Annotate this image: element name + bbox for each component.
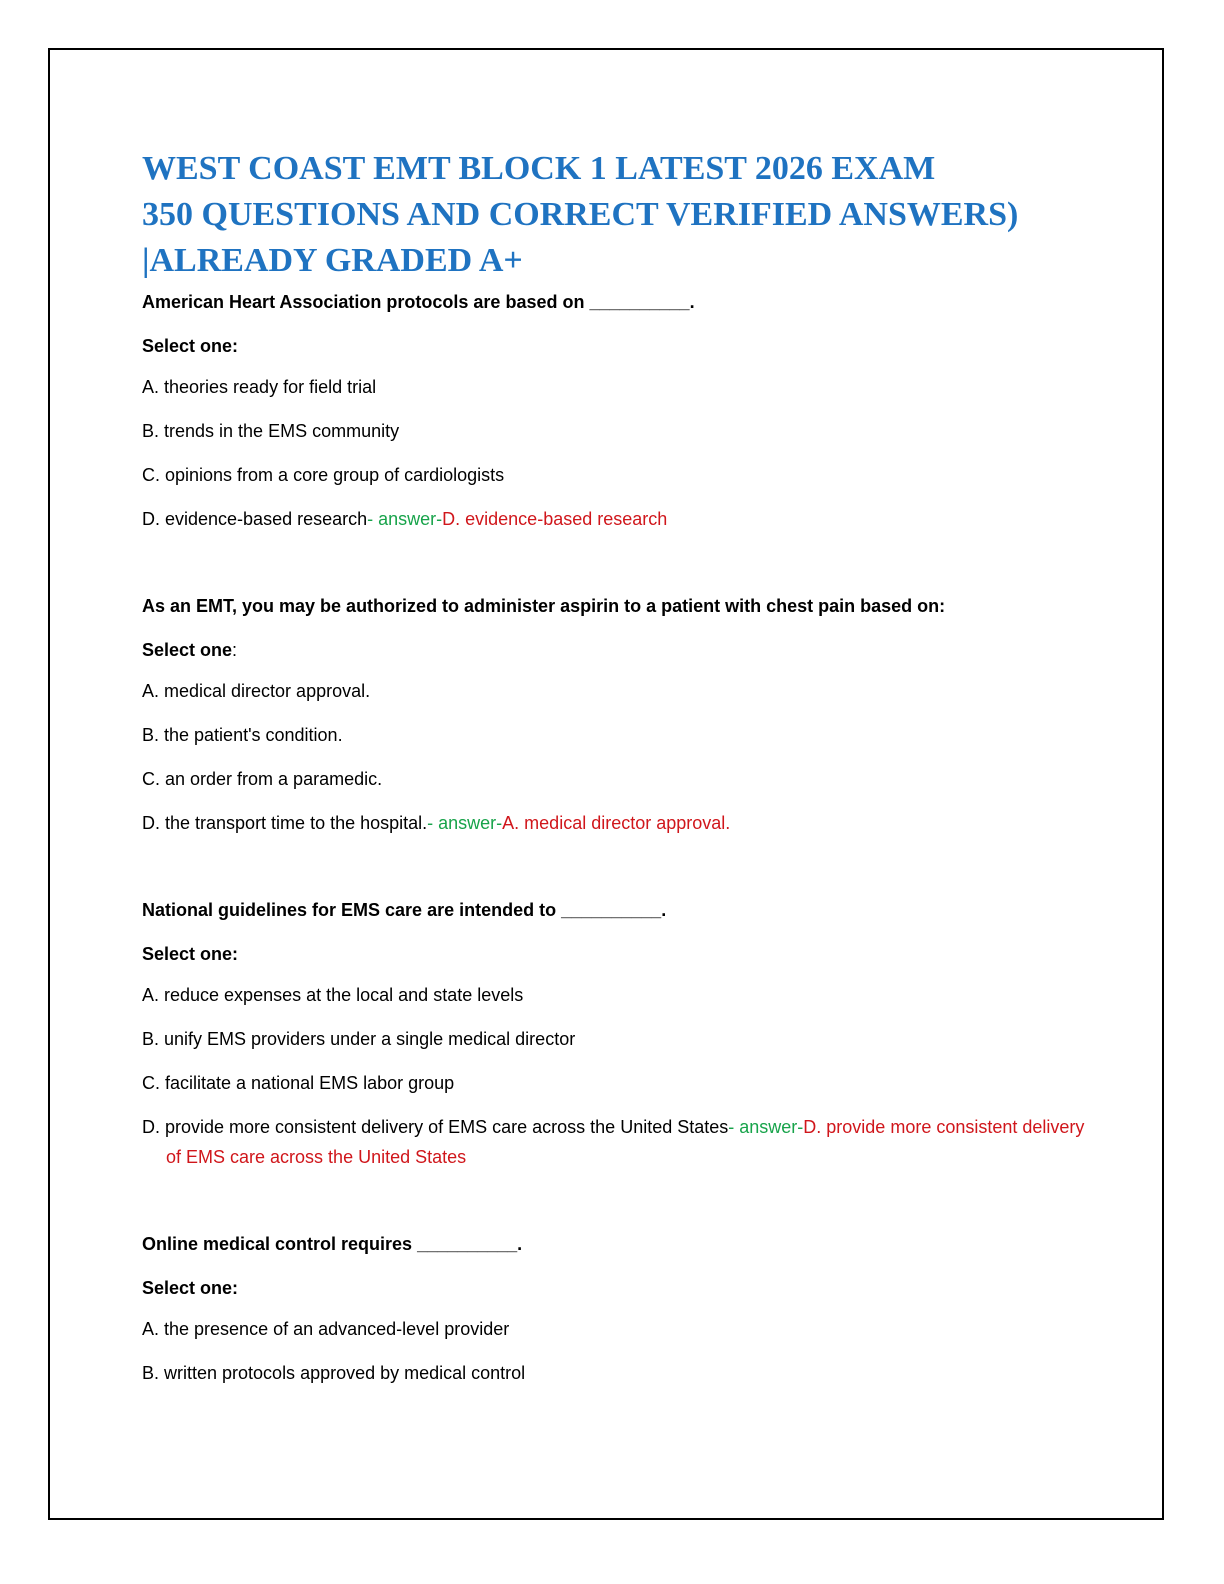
option-d: D. the transport time to the hospital. (142, 813, 428, 833)
answer-label: - answer- (367, 509, 443, 529)
question-text: American Heart Association protocols are based on __________. (142, 292, 695, 312)
question-2 (142, 594, 1092, 838)
document-title (142, 146, 1092, 284)
document-content (142, 146, 1092, 1388)
question-1 (142, 290, 1092, 534)
option-d-with-answer (142, 1112, 1092, 1172)
option-a: A. the presence of an advanced-level provider (142, 1319, 510, 1339)
select-one-label: Select one: (142, 640, 238, 660)
select-one-label: Select one: (142, 1278, 239, 1298)
select-one-label: Select one: (142, 336, 239, 356)
option-b: B. unify EMS providers under a single medical director (142, 1029, 576, 1049)
option-d: D. evidence-based research (142, 509, 368, 529)
answer-text: A. medical director approval. (502, 813, 731, 833)
answer-text: D. provide more consistent delivery of EMS care across the United States (166, 1117, 1085, 1167)
title-line-2: 350 QUESTIONS AND CORRECT VERIFIED ANSWERS) (142, 196, 1019, 233)
question-text: National guidelines for EMS care are intended to __________. (142, 900, 667, 920)
option-c: C. an order from a paramedic. (142, 769, 383, 789)
option-b: B. the patient's condition. (142, 725, 343, 745)
answer-label: - answer- (728, 1117, 804, 1137)
question-3 (142, 898, 1092, 1172)
option-a: A. reduce expenses at the local and state levels (142, 985, 524, 1005)
option-b: B. written protocols approved by medical control (142, 1363, 526, 1383)
option-d-with-answer (142, 504, 1092, 534)
question-text: Online medical control requires __________. (142, 1234, 523, 1254)
option-b: B. trends in the EMS community (142, 421, 400, 441)
title-line-1: WEST COAST EMT BLOCK 1 LATEST 2026 EXAM (142, 150, 936, 187)
answer-label: - answer- (427, 813, 503, 833)
question-text: As an EMT, you may be authorized to administer aspirin to a patient with chest pain based on: (142, 596, 946, 616)
select-one-label: Select one: (142, 944, 239, 964)
question-4 (142, 1232, 1092, 1388)
option-d: D. provide more consistent delivery of EMS care across the United States (142, 1117, 729, 1137)
option-c: C. facilitate a national EMS labor group (142, 1073, 455, 1093)
option-a: A. theories ready for field trial (142, 377, 377, 397)
option-c: C. opinions from a core group of cardiologists (142, 465, 505, 485)
option-d-with-answer (142, 808, 1092, 838)
answer-text: D. evidence-based research (442, 509, 668, 529)
option-a: A. medical director approval. (142, 681, 371, 701)
title-line-3: |ALREADY GRADED A+ (142, 242, 523, 279)
